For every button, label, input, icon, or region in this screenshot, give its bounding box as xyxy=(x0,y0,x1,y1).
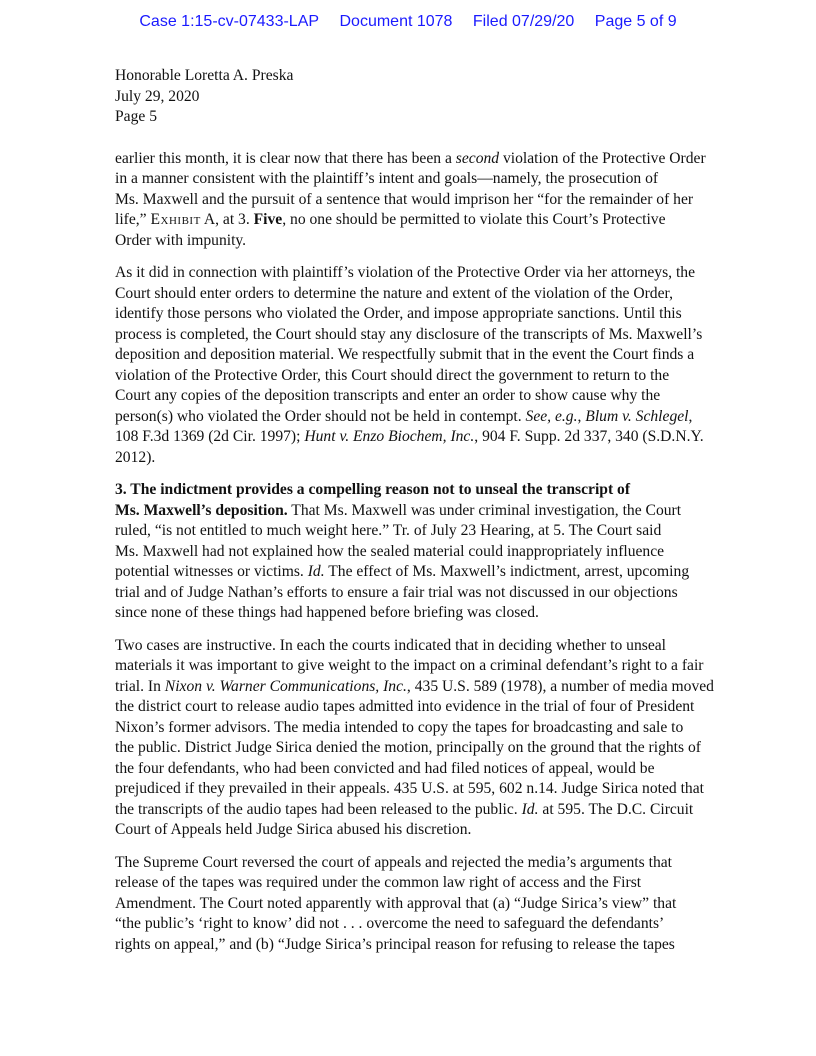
text-line xyxy=(115,427,795,448)
paragraph xyxy=(115,636,795,841)
text-run: Id. xyxy=(307,563,325,580)
text-run: rights on appeal,” and (b) “Judge Sirica’s principal reason for refusing to release the tapes xyxy=(115,935,675,953)
text-line xyxy=(115,800,795,821)
text-line xyxy=(115,873,795,894)
text-line xyxy=(115,562,795,583)
text-run: ruled, “is not entitled to much weight here.” Tr. of July 23 Hearing, at 5. The Court said xyxy=(115,522,662,539)
text-run: , 435 U.S. 589 (1978), a number of media moved xyxy=(406,677,714,695)
letter-body xyxy=(115,66,795,967)
page-indicator: Page 5 of 9 xyxy=(594,13,677,30)
paragraph-section-3 xyxy=(115,480,795,624)
text-line xyxy=(115,345,795,366)
text-line xyxy=(115,521,795,542)
text-run: , xyxy=(577,407,586,425)
paragraph xyxy=(115,263,795,468)
text-run: 2012). xyxy=(115,448,156,466)
text-run: , no one should be permitted to violate this Court’s Protective xyxy=(282,211,666,228)
text-run: As it did in connection with plaintiff’s violation of the Protective Order via her attorneys, the xyxy=(115,264,696,281)
text-run: Amendment. The Court noted apparently with approval that (a) “Judge Sirica’s view” that xyxy=(115,894,677,912)
text-line xyxy=(115,738,795,759)
text-run: the district court to release audio tapes admitted into evidence in the trial of four of President xyxy=(115,698,695,715)
text-line xyxy=(115,656,795,677)
text-run: Five xyxy=(253,211,283,228)
text-line xyxy=(115,448,795,469)
text-line xyxy=(115,718,795,739)
addressee: Honorable Loretta A. Preska xyxy=(115,67,294,84)
text-run: Blum v. Schlegel xyxy=(585,407,689,425)
text-line xyxy=(115,894,795,915)
text-run: The effect of Ms. Maxwell’s indictment, arrest, upcoming xyxy=(324,563,690,580)
text-run: Court should enter orders to determine the nature and extent of the violation of the Order, xyxy=(115,284,673,302)
text-run: person(s) who violated the Order should not be held in contempt. xyxy=(115,407,526,425)
text-line xyxy=(115,190,795,211)
text-run: deposition and deposition material. We respectfully submit that in the event the Court finds a xyxy=(115,346,695,363)
text-run: Id. xyxy=(521,800,539,818)
text-run: trial and of Judge Nathan’s efforts to ensure a fair trial was not discussed in our objections xyxy=(115,583,678,601)
text-line xyxy=(115,263,795,284)
text-run: The Supreme Court reversed the court of appeals and rejected the media’s arguments that xyxy=(115,853,672,871)
text-run: Hunt v. Enzo Biochem, Inc. xyxy=(304,428,475,445)
text-run: That Ms. Maxwell was under criminal investigation, the Court xyxy=(287,501,682,519)
text-line xyxy=(115,779,795,800)
text-line xyxy=(115,914,795,935)
text-line xyxy=(115,325,795,346)
text-run: prejudiced if they prevailed in their appeals. 435 U.S. at 595, 602 n.14. Judge Sirica noted that xyxy=(115,780,704,797)
filed-date: Filed 07/29/20 xyxy=(472,13,575,30)
case-number: Case 1:15-cv-07433-LAP xyxy=(139,13,320,30)
text-run: second xyxy=(455,149,500,167)
text-line xyxy=(115,284,795,305)
text-line xyxy=(115,542,795,563)
paragraph xyxy=(115,853,795,956)
text-line xyxy=(115,149,795,170)
text-run: potential witnesses or victims. xyxy=(115,563,308,580)
text-line xyxy=(115,407,795,428)
ecf-header-stamp xyxy=(0,13,816,31)
text-run: Exhibit xyxy=(150,211,201,228)
text-run: , xyxy=(688,407,693,425)
text-run: since none of these things had happened before briefing was closed. xyxy=(115,604,539,621)
text-run: the public. District Judge Sirica denied the motion, principally on the ground that the rights of xyxy=(115,739,701,756)
text-line xyxy=(115,935,795,956)
text-run: “the public’s ‘right to know’ did not . . . overcome the need to safeguard the defendants’ xyxy=(115,915,665,932)
text-line xyxy=(115,820,795,841)
letter-date: July 29, 2020 xyxy=(115,87,200,105)
text-line xyxy=(115,386,795,407)
text-run: Order with impunity. xyxy=(115,231,247,249)
text-run: Nixon v. Warner Communications, Inc. xyxy=(164,677,407,695)
text-line xyxy=(115,480,795,501)
text-run: materials it was important to give weight to the impact on a criminal defendant’s right to a fair xyxy=(115,657,704,674)
text-run: the transcripts of the audio tapes had been released to the public. xyxy=(115,800,522,818)
text-run: violation of the Protective Order, this Court should direct the government to return to the xyxy=(115,366,670,384)
text-run: Ms. Maxwell’s deposition. xyxy=(115,501,288,519)
text-line xyxy=(115,583,795,604)
text-run: , 904 F. Supp. 2d 337, 340 (S.D.N.Y. xyxy=(474,428,704,445)
text-line xyxy=(115,759,795,780)
text-run: identify those persons who violated the Order, and impose appropriate sanctions. Until this xyxy=(115,305,682,322)
text-run: violation of the Protective Order xyxy=(499,149,706,167)
text-line xyxy=(115,853,795,874)
text-run: Two cases are instructive. In each the courts indicated that in deciding whether to unseal xyxy=(115,636,666,654)
paragraph xyxy=(115,149,795,252)
letter-header xyxy=(115,66,795,128)
text-run: 108 F.3d 1369 (2d Cir. 1997); xyxy=(115,428,305,445)
text-run: Ms. Maxwell had not explained how the sealed material could inappropriately influence xyxy=(115,542,665,560)
text-run: 3. The indictment provides a compelling reason not to unseal the transcript of xyxy=(115,481,631,498)
text-run: in a manner consistent with the plaintiff’s intent and goals—namely, the prosecution of xyxy=(115,170,659,187)
text-run: process is completed, the Court should stay any disclosure of the transcripts of Ms. Maxwell’s xyxy=(115,325,703,343)
text-line xyxy=(115,366,795,387)
text-line xyxy=(115,231,795,252)
text-line xyxy=(115,697,795,718)
text-run: release of the tapes was required under the common law right of access and the First xyxy=(115,874,642,891)
document-number: Document 1078 xyxy=(339,13,453,30)
text-line xyxy=(115,210,795,231)
text-run: trial. In xyxy=(115,677,165,695)
text-run: at 595. The D.C. Circuit xyxy=(538,800,694,818)
text-line xyxy=(115,501,795,522)
text-run: Ms. Maxwell and the pursuit of a sentence that would imprison her “for the remainder of her xyxy=(115,190,694,208)
text-run: See, e.g. xyxy=(525,407,578,425)
text-line xyxy=(115,603,795,624)
letter-page: Page 5 xyxy=(115,108,158,125)
text-run: Nixon’s former advisors. The media intended to copy the tapes for broadcasting and sale to xyxy=(115,718,684,736)
text-line xyxy=(115,304,795,325)
text-run: earlier this month, it is clear now that there has been a xyxy=(115,149,456,167)
text-run: A, at 3. xyxy=(200,211,254,228)
text-run: Court any copies of the deposition transcripts and enter an order to show cause why the xyxy=(115,387,661,404)
text-line xyxy=(115,636,795,657)
text-run: the four defendants, who had been convicted and had filed notices of appeal, would be xyxy=(115,759,655,777)
text-run: life,” xyxy=(115,211,151,228)
text-run: Court of Appeals held Judge Sirica abused his discretion. xyxy=(115,821,472,838)
text-line xyxy=(115,677,795,698)
text-line xyxy=(115,169,795,190)
